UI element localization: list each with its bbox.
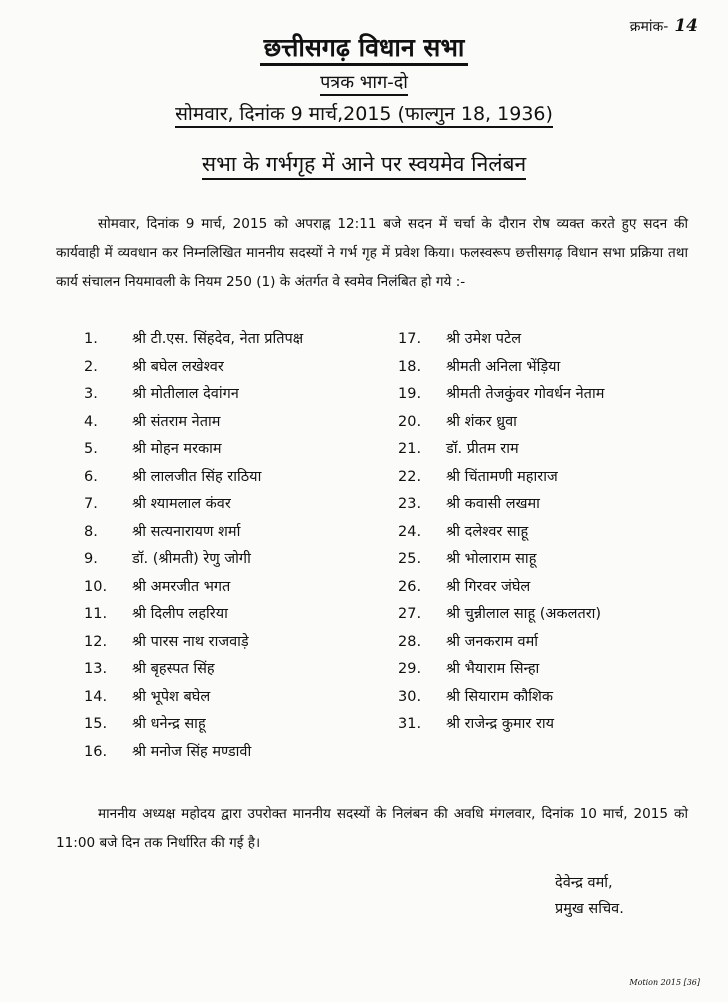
bulletin-part: पत्रक भाग-दो (0, 70, 728, 94)
member-number: 15. (84, 716, 108, 732)
list-item (84, 354, 224, 380)
member-number: 5. (84, 441, 98, 457)
list-item (398, 601, 601, 627)
serial-value: 14 (674, 16, 698, 36)
list-item (398, 381, 604, 407)
member-name: श्री चुन्नीलाल साहू (अकलतरा) (446, 606, 602, 622)
list-item (84, 629, 249, 655)
member-name: श्री मोतीलाल देवांगन (132, 386, 239, 402)
member-number: 12. (84, 633, 108, 650)
member-name: डॉ. (श्रीमती) रेणु जोगी (132, 551, 251, 567)
member-number: 1. (84, 331, 98, 347)
member-number: 31. (398, 716, 422, 732)
list-item (398, 491, 540, 517)
list-item (84, 436, 222, 462)
member-number: 7. (84, 496, 98, 512)
member-name: श्री मनोज सिंह मण्डावी (132, 743, 252, 760)
member-number: 23. (398, 496, 422, 512)
subject-heading: सभा के गर्भगृह में आने पर स्वयमेव निलंबन (0, 150, 728, 178)
list-item (398, 684, 553, 710)
list-item (398, 546, 536, 572)
list-item (84, 574, 230, 600)
member-name: श्री जनकराम वर्मा (446, 633, 539, 650)
member-number: 13. (84, 661, 108, 677)
member-number: 8. (84, 523, 98, 540)
member-number: 19. (398, 386, 422, 402)
closing-paragraph: माननीय अध्यक्ष महोदय द्वारा उपरोक्त माननीय सदस्यों के निलंबन की अवधि मंगलवार, दिनांक 10 मार्च, 2015 को 11:00 बजे दिन तक निर्धारित की गई है। (56, 806, 688, 851)
member-name: श्री टी.एस. सिंहदेव, नेता प्रतिपक्ष (132, 331, 304, 347)
member-name: श्री राजेन्द्र कुमार राय (446, 716, 555, 732)
list-item (398, 656, 539, 682)
list-item (398, 629, 538, 655)
member-name: श्री श्यामलाल कंवर (132, 496, 231, 512)
signatory-name: देवेन्द्र वर्मा, (555, 875, 613, 891)
intro-paragraph: सोमवार, दिनांक 9 मार्च, 2015 को अपराह्न 12:11 बजे सदन में चर्चा के दौरान रोष व्यक्त करते हुए सदन की कार्यवाही में व्यवधान कर निम्नलिखित माननीय सदस्यों ने गर्भ गृह में प्रवेश किया। फलस्वरूप छत्तीसगढ़ विधान सभा प्रक्रिया तथा कार्य संचालन नियमावली के नियम 250 (1) के अंतर्गत वे स्वमेव निलंबित हो गये :- (56, 216, 688, 290)
member-name: श्री कवासी लखमा (446, 496, 540, 512)
member-name: श्री भैयाराम सिन्हा (446, 661, 540, 677)
list-item (398, 436, 519, 462)
list-item (84, 326, 303, 352)
member-number: 25. (398, 551, 422, 567)
member-number: 28. (398, 633, 422, 650)
list-item (84, 739, 251, 765)
list-item (398, 711, 554, 737)
member-name: श्री शंकर ध्रुवा (446, 413, 517, 430)
list-item (398, 326, 521, 352)
member-name: श्री मोहन मरकाम (132, 441, 222, 457)
member-name: श्री अमरजीत भगत (132, 578, 231, 595)
date-line: सोमवार, दिनांक 9 मार्च,2015 (फाल्गुन 18, 1936) (0, 100, 728, 126)
member-number: 18. (398, 358, 422, 375)
member-number: 16. (84, 743, 108, 760)
member-number: 24. (398, 523, 422, 540)
member-name: श्री दलेश्वर साहू (446, 523, 529, 540)
list-item (398, 519, 528, 545)
member-name: श्री सियाराम कौशिक (446, 688, 553, 705)
member-name: श्रीमती तेजकुंवर गोवर्धन नेताम (446, 386, 605, 402)
list-item (84, 546, 251, 572)
member-name: श्री लालजीत सिंह राठिया (132, 468, 262, 485)
member-name: श्री भूपेश बघेल (132, 688, 211, 705)
list-item (84, 409, 220, 435)
member-name: श्री धनेन्द्र साहू (132, 716, 206, 732)
member-number: 11. (84, 606, 108, 622)
serial-label: क्रमांक- (629, 19, 669, 35)
member-number: 26. (398, 578, 422, 595)
member-name: डॉ. प्रीतम राम (446, 441, 519, 457)
member-name: श्री पारस नाथ राजवाड़े (132, 633, 249, 650)
member-number: 6. (84, 468, 98, 485)
member-name: श्री दिलीप लहरिया (132, 606, 228, 622)
member-number: 29. (398, 661, 422, 677)
member-number: 30. (398, 688, 422, 705)
member-name: श्री बघेल लखेश्वर (132, 358, 224, 375)
member-name: श्री गिरवर जंघेल (446, 578, 531, 595)
footer-reference: Motion 2015 [36] (629, 978, 700, 987)
member-name: श्री सत्यनारायण शर्मा (132, 523, 241, 540)
signatory-designation: प्रमुख सचिव. (555, 901, 624, 917)
member-name: श्री उमेश पटेल (446, 331, 522, 347)
list-item (398, 354, 560, 380)
member-number: 9. (84, 551, 98, 567)
member-name: श्री संतराम नेताम (132, 413, 221, 430)
list-item (84, 464, 261, 490)
member-name: श्री चिंतामणी महाराज (446, 468, 558, 485)
member-number: 17. (398, 331, 422, 347)
member-number: 27. (398, 606, 422, 622)
member-number: 14. (84, 688, 108, 705)
member-number: 20. (398, 413, 422, 430)
member-name: श्रीमती अनिला भेंड़िया (446, 358, 561, 375)
member-name: श्री बृहस्पत सिंह (132, 661, 215, 677)
list-item (398, 464, 558, 490)
member-number: 10. (84, 578, 108, 595)
list-item (84, 711, 206, 737)
member-number: 4. (84, 413, 98, 430)
list-item (84, 601, 228, 627)
member-number: 22. (398, 468, 422, 485)
list-item (84, 491, 231, 517)
member-number: 21. (398, 441, 422, 457)
list-item (84, 381, 239, 407)
list-item (84, 684, 210, 710)
organization-title: छत्तीसगढ़ विधान सभा (0, 30, 728, 64)
list-item (398, 574, 530, 600)
list-item (398, 409, 517, 435)
signature-block (555, 870, 624, 922)
list-item (84, 656, 215, 682)
member-number: 3. (84, 386, 98, 402)
list-item (84, 519, 240, 545)
member-number: 2. (84, 358, 98, 375)
member-name: श्री भोलाराम साहू (446, 551, 537, 567)
